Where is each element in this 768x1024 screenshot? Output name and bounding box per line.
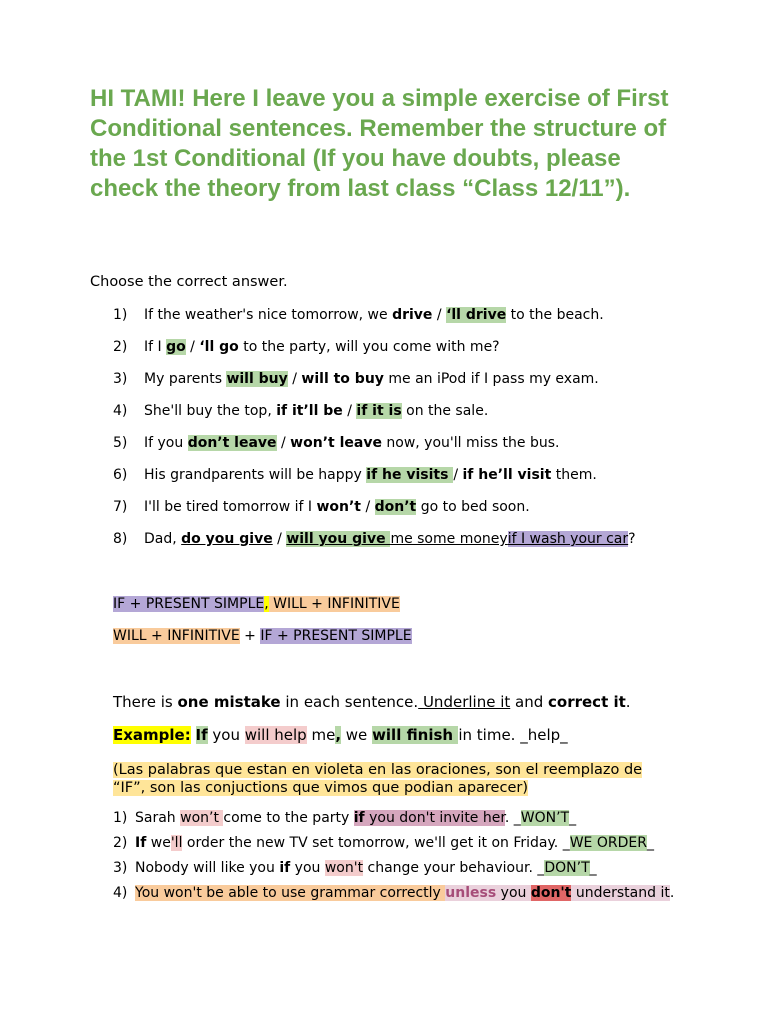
separator: /	[342, 403, 357, 419]
part2-text: one mistake	[177, 693, 281, 711]
sentence-segment: You won't be able to use grammar correctly	[135, 885, 446, 901]
part2-text: and	[510, 693, 549, 711]
sentence-number: 2)	[113, 835, 128, 851]
option-a: will buy	[226, 371, 288, 387]
sentence-segment: DON’T	[544, 860, 590, 876]
question-text: His grandparents will be happy	[144, 467, 367, 483]
option-b: will you give	[286, 531, 391, 547]
sentence-segment: WE ORDER	[569, 835, 647, 851]
sentence-segment: change your behaviour. _	[363, 860, 545, 876]
rule-main-clause: WILL + INFINITIVE	[268, 596, 400, 612]
question-6	[113, 467, 597, 483]
option-a: go	[166, 339, 186, 355]
rule-plus: +	[239, 628, 261, 644]
question-text: go to bed soon.	[416, 499, 530, 515]
example-text: ,	[335, 726, 342, 744]
separator: /	[185, 339, 200, 355]
part2-text: in each sentence.	[280, 693, 419, 711]
example-text: we	[341, 726, 373, 744]
note-text: (Las palabras que estan en violeta en las oraciones, son el reemplazo de “IF”, son las conjuctions que vimos que podian aparecer)	[113, 762, 643, 796]
option-b: won’t leave	[290, 435, 382, 451]
example-mistake: will help	[244, 726, 307, 744]
sentence-segment: you	[290, 860, 325, 876]
conjunction-clause: if I wash your car	[507, 531, 629, 547]
example-text: in time. _help_	[458, 726, 568, 744]
question-text: If the weather's nice tomorrow, we	[144, 307, 393, 323]
rule-comma: ,	[264, 596, 269, 612]
example-text	[191, 726, 196, 744]
part2-instruction	[113, 693, 631, 711]
option-b: ‘ll go	[199, 339, 239, 355]
question-text: If you	[144, 435, 188, 451]
example-text: me	[306, 726, 336, 744]
question-number: 1)	[113, 307, 128, 323]
question-5	[113, 435, 559, 451]
sentence-segment: WON’T	[520, 810, 570, 826]
question-number: 6)	[113, 467, 128, 483]
sentence-segment: Nobody will like you	[135, 860, 280, 876]
sentence-number: 3)	[113, 860, 128, 876]
sentence-segment: . _	[504, 810, 521, 826]
question-number: 2)	[113, 339, 128, 355]
option-a: won’t	[316, 499, 361, 515]
sentence-segment: understand it	[571, 885, 670, 901]
rule-main-clause: WILL + INFINITIVE	[113, 628, 240, 644]
separator: /	[453, 467, 463, 483]
sentence-segment: won’t	[180, 810, 224, 826]
question-text: to the party, will you come with me?	[238, 339, 500, 355]
question-text: to the beach.	[506, 307, 604, 323]
question-text: them.	[551, 467, 597, 483]
question-8	[113, 531, 636, 547]
question-2	[113, 339, 500, 355]
sentence-segment: you don't invite her	[364, 810, 505, 826]
part2-text: There is	[113, 693, 178, 711]
part2-text: .	[625, 693, 631, 711]
sentence-segment: we	[146, 835, 171, 851]
option-b: don’t	[374, 499, 417, 515]
question-text: She'll buy the top,	[144, 403, 277, 419]
option-a: if he visits	[366, 467, 454, 483]
question-4	[113, 403, 488, 419]
example-text: you	[207, 726, 245, 744]
question-number: 8)	[113, 531, 128, 547]
part2-text: correct it	[548, 693, 626, 711]
question-text: Dad,	[144, 531, 182, 547]
correction-sentence-3	[113, 860, 597, 876]
question-3	[113, 371, 599, 387]
example-label: Example:	[113, 726, 191, 744]
question-7	[113, 499, 530, 515]
sentence-segment: if	[279, 860, 291, 876]
question-number: 4)	[113, 403, 128, 419]
part2-text: Underline it	[418, 693, 511, 711]
option-b: if he’ll visit	[462, 467, 552, 483]
separator: /	[287, 371, 302, 387]
sentence-segment: _	[589, 860, 597, 876]
sentence-segment: order the new TV set tomorrow, we'll get it on Friday. _	[182, 835, 570, 851]
separator: /	[432, 307, 447, 323]
sentence-segment: unless	[445, 885, 497, 901]
option-b: will to buy	[301, 371, 384, 387]
sentence-segment: won't	[324, 860, 364, 876]
option-b: ‘ll drive	[446, 307, 507, 323]
sentence-number: 1)	[113, 810, 128, 826]
correction-sentence-2	[113, 835, 654, 851]
question-number: 3)	[113, 371, 128, 387]
option-a: if it’ll be	[276, 403, 343, 419]
question-text: If I	[144, 339, 167, 355]
option-b: if it is	[356, 403, 402, 419]
option-a: drive	[392, 307, 433, 323]
rule-if-clause: IF + PRESENT SIMPLE	[113, 596, 265, 612]
rule-1	[113, 596, 400, 612]
example-sentence	[113, 726, 568, 744]
sentence-segment: if	[353, 810, 365, 826]
page-title: HI TAMI! Here I leave you a simple exercise of First Conditional sentences. Remember the structure of the 1st Conditional (If you have doubts, please check the theory from last class “Class 12/11”).	[90, 85, 669, 202]
question-number: 7)	[113, 499, 128, 515]
question-text: I'll be tired tomorrow if I	[144, 499, 317, 515]
sentence-segment: _	[646, 835, 654, 851]
option-a: don’t leave	[187, 435, 277, 451]
rule-2	[113, 628, 412, 644]
question-text: ?	[628, 531, 636, 547]
sentence-segment: come to the party	[223, 810, 354, 826]
sentence-segment: _	[569, 810, 577, 826]
correction-sentence-1	[113, 810, 576, 826]
sentence-segment: If	[135, 835, 147, 851]
question-number: 5)	[113, 435, 128, 451]
sentence-segment: you	[496, 885, 531, 901]
sentence-segment: 'll	[170, 835, 183, 851]
correction-sentence-4	[113, 885, 674, 901]
sentence-number: 4)	[113, 885, 128, 901]
separator: /	[272, 531, 287, 547]
question-text: me an iPod if I pass my exam.	[383, 371, 599, 387]
sentence-segment: Sarah	[135, 810, 181, 826]
sentence-segment: don't	[530, 885, 572, 901]
question-text: me some money	[390, 531, 508, 547]
note-box	[113, 761, 673, 797]
question-text: My parents	[144, 371, 227, 387]
question-text: now, you'll miss the bus.	[381, 435, 560, 451]
separator: /	[361, 499, 375, 515]
option-a: do you give	[181, 531, 273, 547]
example-text: will finish	[372, 726, 459, 744]
sentence-segment: .	[669, 885, 675, 901]
instruction: Choose the correct answer.	[90, 274, 288, 290]
example-text: If	[195, 726, 208, 744]
separator: /	[276, 435, 291, 451]
rule-if-clause: IF + PRESENT SIMPLE	[260, 628, 412, 644]
question-1	[113, 307, 604, 323]
question-text: on the sale.	[401, 403, 489, 419]
